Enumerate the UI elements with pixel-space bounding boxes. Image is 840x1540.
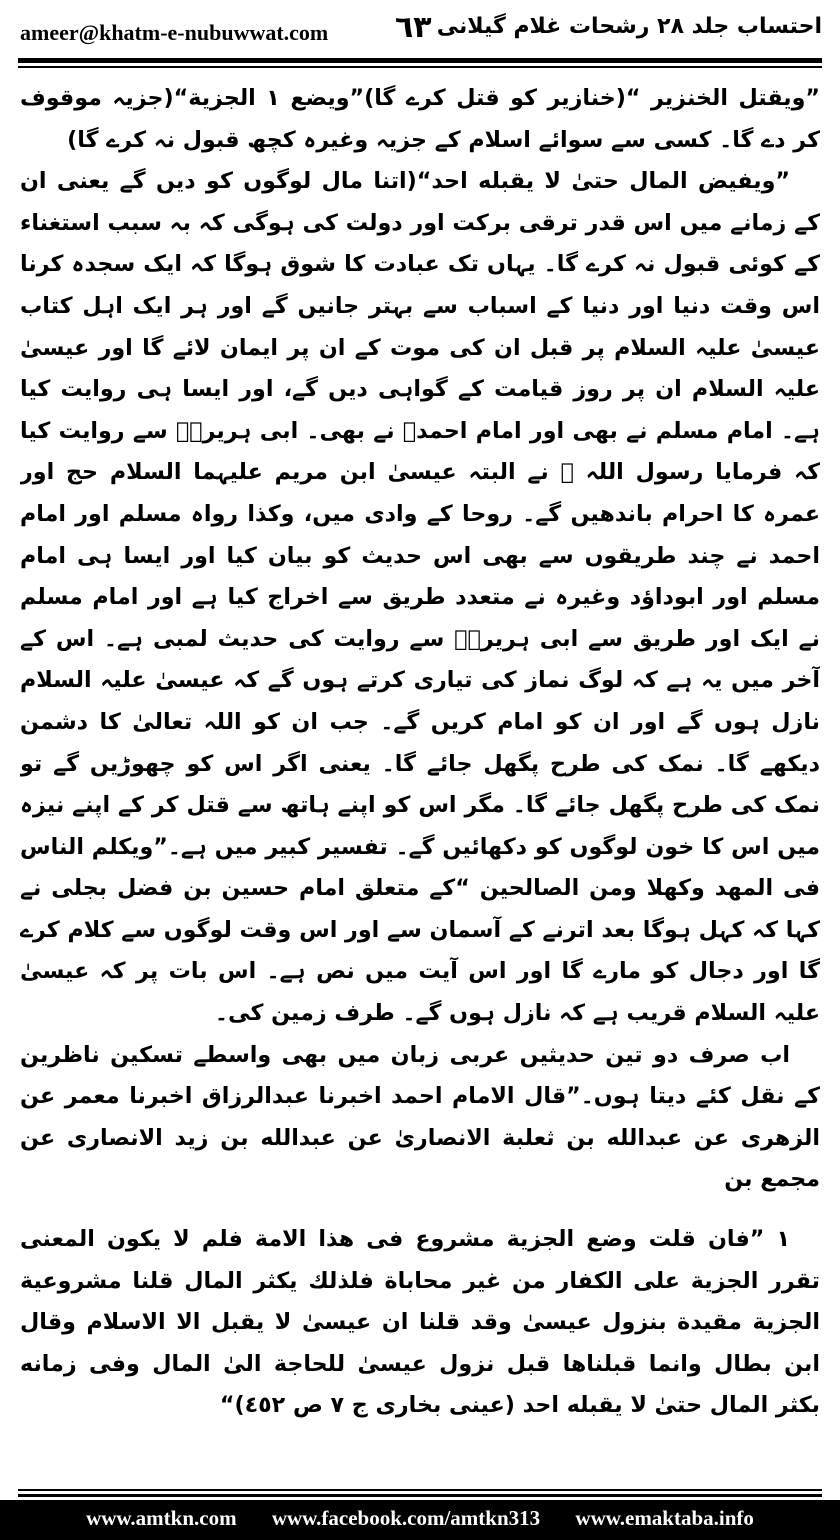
paragraph-3: اب صرف دو تین حدیثیں عربی زبان میں بھی واسطے تسکین ناظرین کے نقل کئے دیتا ہوں۔”قال الامام احمد اخبرنا عبدالرزاق اخبرنا معمر عن الزهری عن عبدالله بن ثعلبة الانصاریٰ عن عبدالله بن زید الانصاری عن مجمع بن — [20, 1041, 820, 1193]
page-body — [20, 78, 820, 1443]
paragraph-2: ”ویفیض المال حتیٰ لا یقبله احد“(اتنا مال لوگوں کو دیں گے یعنی ان کے زمانے میں اس قدر ترقی برکت اور دولت کی ہوگی کہ بہ سبب استغناء کے کوئی قبول نہ کرے گا۔ یہاں تک عبادت کا شوق ہوگا کہ ایک سجدہ کرنا اس وقت دنیا اور دنیا کے اسباب سے بہتر جانیں گے اور ہر ایک اہل کتاب عیسیٰ علیہ السلام پر قبل ان کی موت کے ان پر ایمان لائے گا اور عیسیٰ علیہ السلام ان پر روز قیامت کے گواہی دیں گے، اور ایسا ہی روایت کیا ہے۔ امام مسلم نے بھی اور امام احمدؒ نے بھی۔ ابی ہریرہؓ سے روایت کیا کہ فرمایا رسول اللہ ﷺ نے البتہ عیسیٰ ابن مریم علیہما السلام حج اور عمرہ کا احرام باندھیں گے۔ روحا کے وادی میں، وکذا رواہ مسلم اور امام احمد نے چند طریقوں سے بھی اس حدیث کو بیان کیا اور ایسا ہی امام مسلم اور ابوداؤد وغیرہ نے متعدد طریق سے اخراج کیا ہے اور امام مسلم نے ایک اور طریق سے ابی ہریرہؓ سے روایت کی حدیث لمبی ہے۔ اس کے آخر میں یہ ہے کہ لوگ نماز کی تیاری کرتے ہوں گے کہ عیسیٰ علیہ السلام نازل ہوں گے اور ان کو امام کریں گے۔ جب ان کو اللہ تعالیٰ کا دشمن دیکھے گا۔ نمک کی طرح پگھل جائے گا۔ یعنی اگر اس کو چھوڑیں گے تو نمک کی طرح پگھل جائے گا۔ مگر اس کو اپنے ہاتھ سے قتل کر کے اپنے نیزہ میں اس کا خون لوگوں کو دکھائیں گے۔ تفسیر کبیر میں ہے۔”ویکلم الناس فی المهد وکهلا ومن الصالحین “کے متعلق امام حسین بن فضل بجلی نے کہا کہ کہل ہوگا بعد اترنے کے آسمان سے اور اس وقت لوگوں سے کلام کرے گا اور دجال کو مارے گا اور اس آیت میں نص ہے۔ اس بات پر کہ عیسیٰ علیہ السلام قریب ہے کہ نازل ہوں گے۔ طرف زمین کی۔ — [20, 168, 820, 1027]
footer-link-emaktaba[interactable]: www.emaktaba.info — [575, 1506, 754, 1530]
footer-rule-thin — [18, 1489, 822, 1491]
header-rule-thin — [18, 66, 822, 68]
footer-rule-thick — [18, 1494, 822, 1497]
header-email: ameer@khatm-e-nubuwwat.com — [20, 20, 329, 45]
footer-link-facebook[interactable]: www.facebook.com/amtkn313 — [271, 1506, 541, 1530]
footer-link-amtkn[interactable]: www.amtkn.com — [86, 1506, 237, 1530]
paragraph-1: ”ویقتل الخنزیر “(خنازیر کو قتل کرے گا)”ویضع ۱ الجزیة“(جزیہ موقوف کر دے گا۔ کسی سے سوائے اسلام کے جزیہ وغیرہ کچھ قبول نہ کرے گا) — [20, 85, 820, 153]
footnote-text: ۱ ”فان قلت وضع الجزیة مشروع فی هذا الامة فلم لا یکون المعنی تقرر الجزیة علی الکفار من غیر محاباة فلذلك یکثر المال قلنا مشروعیة الجزیة مقیدة بنزول عیسیٰ وقد قلنا ان عیسیٰ لا یقبل الا الاسلام وقال ابن بطال وانما قبلناها قبل نزول عیسیٰ للحاجة الیٰ المال وفی زمانه بکثر المال حتیٰ لا یقبله احد (عینی بخاری ج ۷ ص ٤٥٢)“ — [20, 1226, 820, 1419]
page-number: ٦٣ — [395, 10, 432, 45]
header-rule-thick — [18, 58, 822, 63]
page-footer — [0, 1500, 840, 1540]
footer-links — [0, 1506, 840, 1531]
footnote-block — [20, 1219, 820, 1427]
page-header — [0, 0, 840, 60]
running-head: احتساب جلد ۲۸ رشحات غلام گیلانی — [436, 14, 822, 39]
